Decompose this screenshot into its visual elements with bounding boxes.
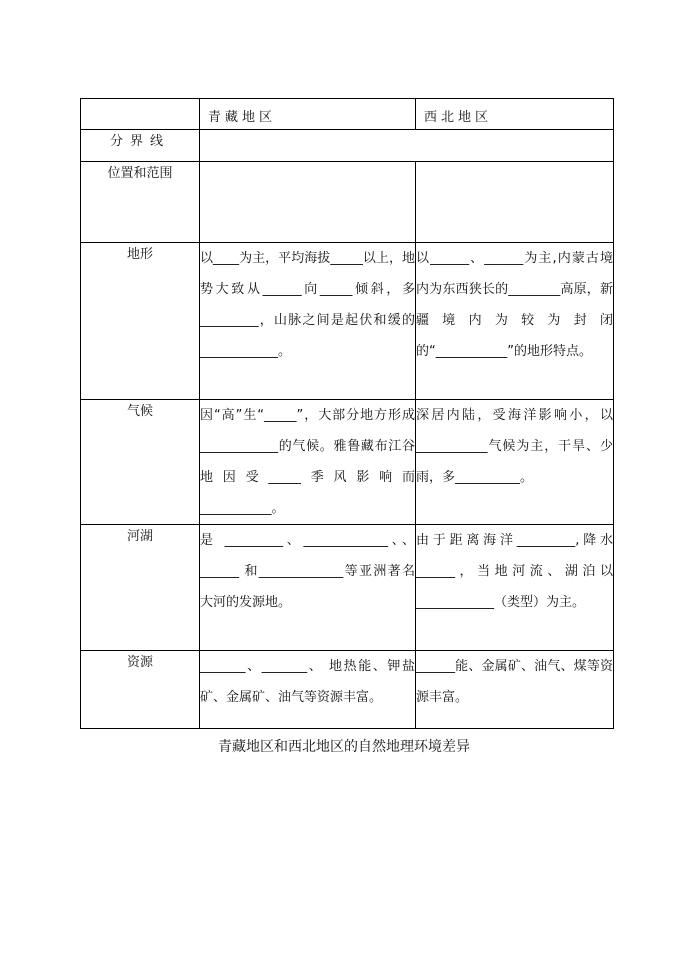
header-row (81, 99, 614, 130)
row-label-location: 位置和范围 (81, 162, 200, 243)
table-row (81, 651, 614, 729)
row-label-rivers: 河湖 (81, 525, 200, 651)
row-label-terrain: 地形 (81, 243, 200, 400)
table-row (81, 130, 614, 162)
location-xibei-cell (416, 162, 614, 243)
resources-xibei-cell: ______能、金属矿、油气、煤等资源丰富。 (416, 651, 614, 729)
boundary-answer-cell (200, 130, 614, 162)
row-label-boundary: 分界线 (81, 130, 200, 162)
header-qingzang: 青藏地区 (200, 99, 416, 130)
row-label-climate: 气候 (81, 400, 200, 525)
climate-xibei-cell: 深居内陆，受海洋影响小，以___________气候为主，干旱、少雨，多__________。 (416, 400, 614, 525)
table-caption: 青藏地区和西北地区的自然地理环境差异 (218, 739, 470, 755)
location-qingzang-cell (200, 162, 416, 243)
table-row (81, 525, 614, 651)
rivers-qingzang-cell: 是 _________、_____________、、______ 和_____________等亚洲著名大河的发源地。 (200, 525, 416, 651)
table-row (81, 162, 614, 243)
climate-qingzang-cell: 因“高”生“_____”，大部分地方形成____________的气候。雅鲁藏布江谷地因受_____季风影响而___________。 (200, 400, 416, 525)
header-xibei: 西北地区 (416, 99, 614, 130)
header-corner-cell (81, 99, 200, 130)
rivers-xibei-cell: 由于距离海洋_________,降水______，当地河流、湖泊以____________（类型）为主。 (416, 525, 614, 651)
terrain-qingzang-cell: 以____为主，平均海拔_____以上，地势大致从______向_____倾斜，多_________，山脉之间是起伏和缓的 ____________。 (200, 243, 416, 400)
table-row (81, 243, 614, 400)
terrain-xibei-cell: 以______、______为主,内蒙古境内为东西狭长的________高原，新疆境内为较为封闭的“___________”的地形特点。 (416, 243, 614, 400)
table-row (81, 400, 614, 525)
row-label-resources: 资源 (81, 651, 200, 729)
resources-qingzang-cell: _______、_______、 地热能、钾盐矿、金属矿、油气等资源丰富。 (200, 651, 416, 729)
comparison-table (80, 98, 614, 729)
